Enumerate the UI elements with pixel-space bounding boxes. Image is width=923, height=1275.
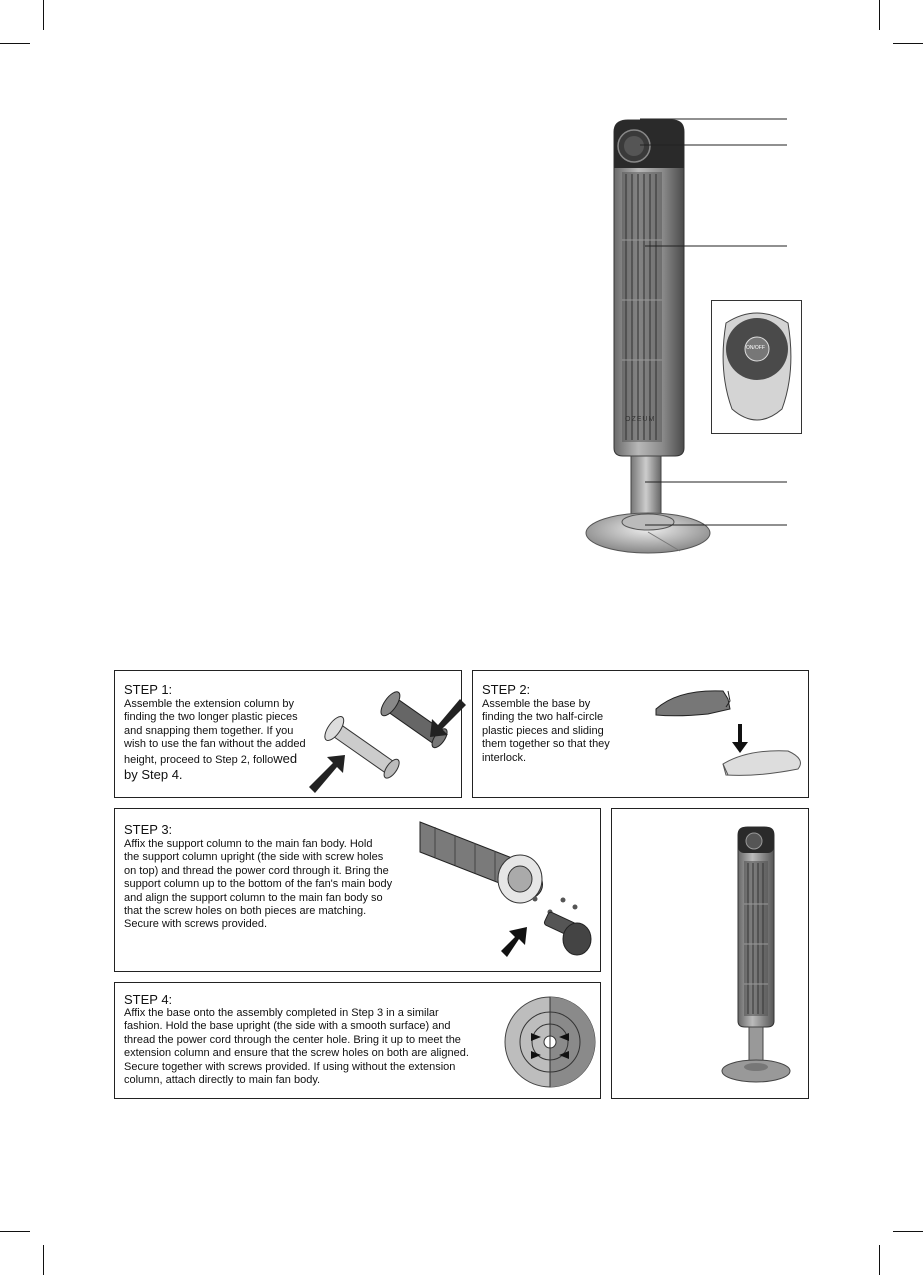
step-line: on top) and thread the power cord through it. Bring the (124, 864, 389, 877)
step-line: finding the two half-circle (482, 711, 604, 724)
step-line: the support column upright (the side with screw holes (124, 851, 384, 864)
step-text (124, 698, 334, 782)
step-line: by Step 4. (124, 767, 183, 783)
step-line: them together so that they (482, 738, 610, 751)
step-line: Affix the base onto the assembly completed in Step 3 in a similar (124, 1007, 439, 1019)
step-text (124, 838, 419, 932)
support-column-illustration (415, 817, 600, 967)
step-line: wish to use the fan without the added (124, 738, 306, 751)
step-line: Secure together with screws provided. If using without the extension (124, 1060, 456, 1073)
step-line: plastic pieces and sliding (482, 724, 604, 737)
step-line: finding the two longer plastic pieces (124, 711, 298, 724)
base-halves-illustration (648, 679, 808, 799)
crop-mark (893, 1231, 923, 1232)
step-title: STEP 4: (124, 992, 173, 1007)
fan-diagram (0, 0, 923, 570)
assembled-fan-illustration (612, 809, 810, 1100)
base-screw-alignment-illustration (503, 995, 598, 1090)
step-line: thread the power cord through the center hole. Bring it up to meet the (124, 1033, 461, 1046)
step-line: fashion. Hold the base upright (the side with a smooth surface) and (124, 1020, 451, 1033)
crop-mark (43, 1245, 44, 1275)
step-4-box (114, 982, 601, 1099)
step-text (482, 698, 642, 765)
step-line: Assemble the base by (482, 698, 591, 710)
step-line: Affix the support column to the main fan body. Hold (124, 838, 373, 850)
step-line: Assemble the extension column by (124, 698, 294, 710)
step-2-box (472, 670, 809, 798)
step-line: and snapping them together. If you (124, 724, 294, 737)
step-title: STEP 3: (124, 822, 173, 837)
remote-control-box (711, 300, 802, 434)
step-line: and align the support column to the main fan body so (124, 891, 383, 904)
step-line: that the screw holes on both pieces are matching. (124, 905, 367, 918)
remote-on-off-label: ON/OFF (746, 345, 765, 351)
step-line: Secure with screws provided. (124, 918, 268, 931)
crop-mark (0, 1231, 30, 1232)
assembled-fan-box (611, 808, 809, 1099)
step-1-box (114, 670, 462, 798)
step-line-part: wed (273, 750, 298, 766)
extension-column-illustration (310, 681, 470, 801)
step-line: extension column and ensure that the screw holes on both are aligned. (124, 1047, 469, 1060)
step-text (124, 1007, 504, 1087)
step-line: interlock. (482, 751, 527, 764)
step-line: column, attach directly to main fan body. (124, 1074, 321, 1087)
step-title: STEP 2: (482, 682, 531, 697)
step-line-part: height, proceed to Step 2, follo (124, 753, 274, 766)
step-title: STEP 1: (124, 682, 173, 697)
step-3-box (114, 808, 601, 972)
step-line (124, 752, 334, 767)
fan-brand-label: OZEUM (625, 416, 656, 423)
crop-mark (879, 1245, 880, 1275)
step-line: support column up to the bottom of the fan's main body (124, 878, 393, 891)
